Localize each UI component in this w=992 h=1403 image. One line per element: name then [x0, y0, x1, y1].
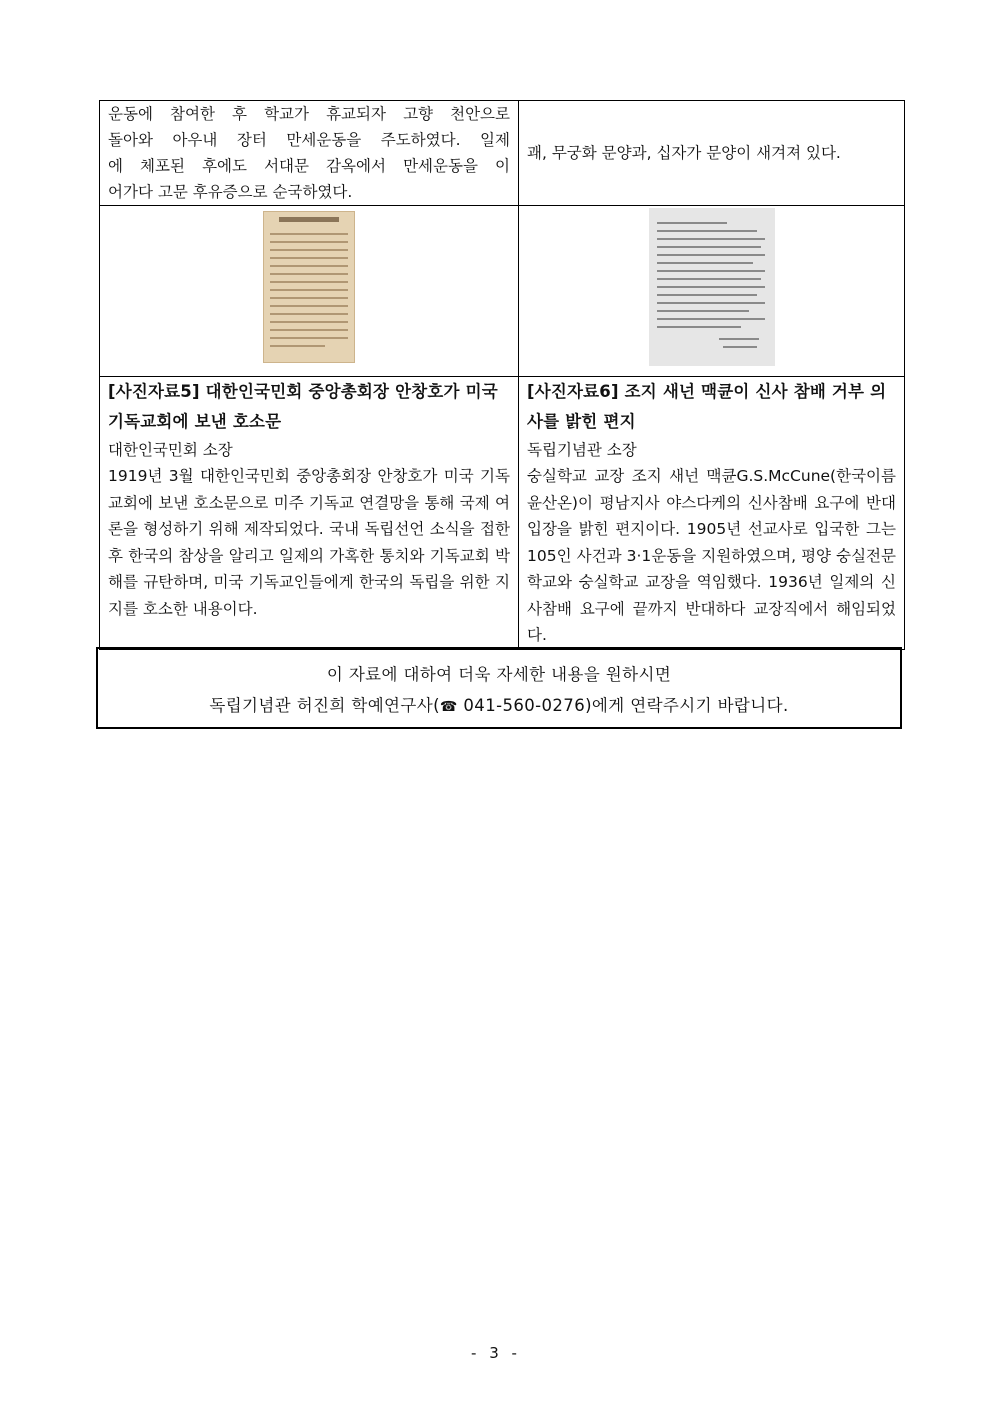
- contact-suffix: 041-560-0276)에게 연락주시기 바랍니다.: [457, 696, 789, 715]
- contact-prefix: 독립기념관 허진희 학예연구사(: [209, 696, 440, 715]
- photo6-description: 숭실학교 교장 조지 새넌 맥큔G.S.McCune(한국이름 윤산온)이 평남지사 야스다케의 신사참배 요구에 반대입장을 밝힌 편지이다. 1905년 선교사로 입국한 그는 105인 사건과 3·1운동을 지원하였으며, 평양 숭실전문학교와 숭실학교 교장을 역임했다. 1936년 일제의 신사참배 요구에 끝까지 반대하다 교장직에서 해임되었다.: [527, 467, 896, 644]
- continued-left-cell: [100, 101, 519, 206]
- continued-left-line: 어가다 고문 후유증으로 순국하였다.: [108, 183, 353, 201]
- page-number: - 3 -: [471, 1344, 521, 1362]
- photo5-document-heading: [279, 217, 339, 222]
- photo5-caption-cell: [100, 377, 519, 650]
- photo5-image-cell: [100, 206, 519, 377]
- photo6-image-cell: [519, 206, 905, 377]
- telephone-icon: ☎: [439, 699, 458, 715]
- contact-box: [96, 647, 902, 729]
- photo5-title: [사진자료5] 대한인국민회 중앙총회장 안창호가 미국 기독교회에 보낸 호소문: [108, 382, 498, 431]
- continued-left-line: 운동에 참여한 후 학교가 휴교되자 고향 천안으로: [108, 105, 510, 123]
- continued-right-text: 괘, 무궁화 문양과, 십자가 문양이 새겨져 있다.: [527, 144, 841, 162]
- image-row: [100, 206, 905, 377]
- photo5-description: 1919년 3월 대한인국민회 중앙총회장 안창호가 미국 기독교회에 보낸 호소문으로 미주 기독교 연결망을 통해 국제 여론을 형성하기 위해 제작되었다. 국내 독립선언 소식을 접한 후 한국의 참상을 알리고 일제의 가혹한 통치와 기독교회 박해를 규탄하며, 미국 기독교인들에게 한국의 독립을 위한 지지를 호소한 내용이다.: [108, 467, 510, 618]
- continued-left-line: 에 체포된 후에도 서대문 감옥에서 만세운동을 이: [108, 157, 510, 175]
- caption-row: [100, 377, 905, 650]
- photo6-source: 독립기념관 소장: [527, 441, 637, 459]
- contact-line-1: 이 자료에 대하여 더욱 자세한 내용을 원하시면: [326, 665, 672, 684]
- photo5-document-image: [263, 211, 355, 363]
- photo-table: [99, 100, 905, 650]
- continued-right-cell: [519, 101, 905, 206]
- photo5-source: 대한인국민회 소장: [108, 441, 233, 459]
- photo6-title: [사진자료6] 조지 새넌 맥큔이 신사 참배 거부 의사를 밝힌 편지: [527, 382, 887, 431]
- contact-line-2: [98, 690, 900, 723]
- continued-row: [100, 101, 905, 206]
- photo6-letter-image: [649, 208, 775, 366]
- photo6-caption-cell: [519, 377, 905, 650]
- continued-left-line: 돌아와 아우내 장터 만세운동을 주도하였다. 일제: [108, 131, 510, 149]
